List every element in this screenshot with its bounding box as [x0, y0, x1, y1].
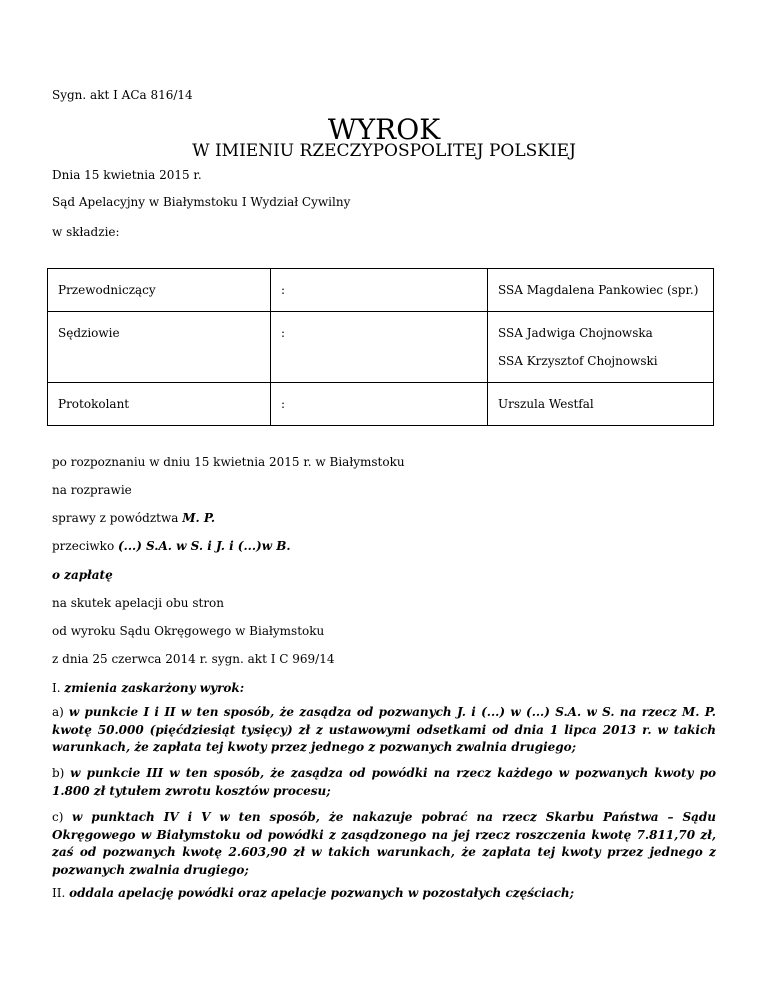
point-text: oddala apelację powódki oraz apelacje pozwanych w pozostałych częściach; [69, 886, 575, 900]
against-prefix: przeciwko [52, 539, 118, 553]
judgment-date: Dnia 15 kwietnia 2015 r. [52, 168, 202, 182]
judge-name: SSA Krzysztof Chojnowski [498, 354, 658, 368]
separator-cell: : [271, 383, 488, 426]
point-text: w punkcie I i II w ten sposób, że zasądza od pozwanych J. i (...) w (...) S.A. w S. na rzecz M. P. kwotę 50.000 (pięćdziesiąt tysięcy) zł z ustawowymi odsetkami od dnia 1 lipca 2013 r. w takich warunkach, że zapłata tej kwoty przez jednego z pozwanych zwalnia drugiego; [52, 705, 716, 754]
plaintiff-name: M. P. [182, 511, 216, 525]
court-name: Sąd Apelacyjny w Białymstoku I Wydział Cywilny [52, 195, 351, 209]
role-cell: Przewodniczący [48, 269, 271, 312]
point-text: zmienia zaskarżony wyrok: [64, 681, 245, 695]
judge-name: SSA Magdalena Pankowiec (spr.) [498, 283, 699, 297]
ruling-point-2 [52, 886, 574, 900]
document-title: WYROK [327, 113, 441, 146]
defendants-line [52, 539, 291, 553]
point-text: w punktach IV i V w ten sposób, że nakazuje pobrać na rzecz Skarbu Państwa – Sądu Okręgowego w Białymstoku od powódki z zasądzonego na jej rzecz roszczenia kwotę 7.811,70 zł, zaś od pozwanych kwotę 2.603,90 zł w takich warunkach, że zapłata tej kwoty przez jednego z pozwanych zwalnia drugiego; [52, 810, 716, 877]
table-row [48, 269, 714, 312]
defendants-names: (...) S.A. w S. i J. i (...)w B. [117, 539, 291, 553]
table-row [48, 383, 714, 426]
role-cell: Sędziowie [48, 312, 271, 383]
clerk-name: Urszula Westfal [498, 397, 594, 411]
point-label: II. [52, 886, 70, 900]
ruling-point-1 [52, 681, 244, 695]
ruling-point-c [52, 809, 716, 879]
names-cell [488, 312, 714, 383]
ruling-point-b [52, 765, 716, 800]
document-subtitle: W IMIENIU RZECZYPOSPOLITEJ POLSKIEJ [192, 141, 576, 161]
case-subject: o zapłatę [52, 568, 113, 582]
appealed-judgment-date: z dnia 25 czerwca 2014 r. sygn. akt I C 969/14 [52, 652, 335, 666]
separator-cell: : [271, 312, 488, 383]
appeal-info: na skutek apelacji obu stron [52, 596, 225, 610]
point-label: b) [52, 766, 71, 780]
composition-table [47, 268, 714, 426]
point-label: c) [52, 810, 72, 824]
case-parties [52, 511, 215, 525]
appealed-judgment: od wyroku Sądu Okręgowego w Białymstoku [52, 624, 325, 638]
point-label: a) [52, 705, 69, 719]
hearing-info: po rozpoznaniu w dniu 15 kwietnia 2015 r. w Białymstoku [52, 455, 405, 469]
composition-label: w składzie: [52, 225, 120, 239]
table-row [48, 312, 714, 383]
hearing-type: na rozprawie [52, 483, 132, 497]
names-cell [488, 269, 714, 312]
names-cell [488, 383, 714, 426]
point-text: w punkcie III w ten sposób, że zasądza od powódki na rzecz każdego w pozwanych kwoty po 1.800 zł tytułem zwrotu kosztów procesu; [52, 766, 717, 798]
case-signature: Sygn. akt I ACa 816/14 [52, 88, 193, 102]
point-label: I. [52, 681, 65, 695]
case-prefix: sprawy z powództwa [52, 511, 183, 525]
role-cell: Protokolant [48, 383, 271, 426]
ruling-point-a [52, 704, 716, 757]
separator-cell: : [271, 269, 488, 312]
judge-name: SSA Jadwiga Chojnowska [498, 326, 653, 340]
